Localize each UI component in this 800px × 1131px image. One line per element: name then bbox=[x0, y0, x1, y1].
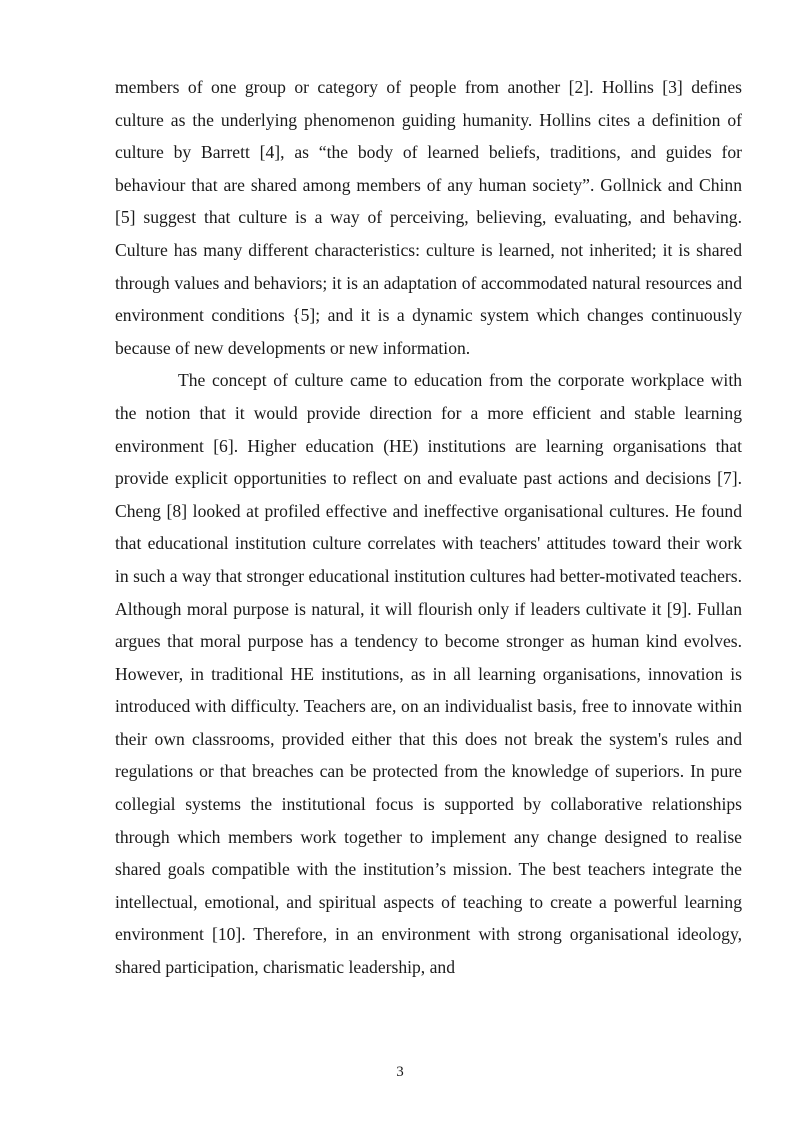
paragraph-continuation: members of one group or category of people from another [2]. Hollins [3] defines culture as the underlying phenomenon guiding humanity. Hollins cites a definition of culture by Barrett [4], as “the body of learned beliefs, traditions, and guides for behaviour that are shared among members of any human society”. Gollnick and Chinn [5] suggest that culture is a way of perceiving, believing, evaluating, and behaving. Culture has many different characteristics: culture is learned, not inherited; it is shared through values and behaviors; it is an adaptation of accommodated natural resources and environment conditions {5]; and it is a dynamic system which changes continuously because of new developments or new information. bbox=[115, 77, 742, 358]
body-text bbox=[115, 71, 742, 984]
paragraph-culture-in-education: The concept of culture came to education from the corporate workplace with the notion that it would provide direction for a more efficient and stable learning environment [6]. Higher education (HE) institutions are learning organisations that provide explicit opportunities to reflect on and evaluate past actions and decisions [7]. Cheng [8] looked at profiled effective and ineffective organisational cultures. He found that educational institution culture correlates with teachers' attitudes toward their work in such a way that stronger educational institution cultures had better-motivated teachers. Although moral purpose is natural, it will flourish only if leaders cultivate it [9]. Fullan argues that moral purpose has a tendency to become stronger as human kind evolves. However, in traditional HE institutions, as in all learning organisations, innovation is introduced with difficulty. Teachers are, on an individualist basis, free to innovate within their own classrooms, provided either that this does not break the system's rules and regulations or that breaches can be protected from the knowledge of superiors. In pure collegial systems the institutional focus is supported by collaborative relationships through which members work together to implement any change designed to realise shared goals compatible with the institution’s mission. The best teachers integrate the intellectual, emotional, and spiritual aspects of teaching to create a powerful learning environment [10]. Therefore, in an environment with strong organisational ideology, shared participation, charismatic leadership, and bbox=[115, 370, 742, 978]
page-number: 3 bbox=[396, 1064, 404, 1080]
